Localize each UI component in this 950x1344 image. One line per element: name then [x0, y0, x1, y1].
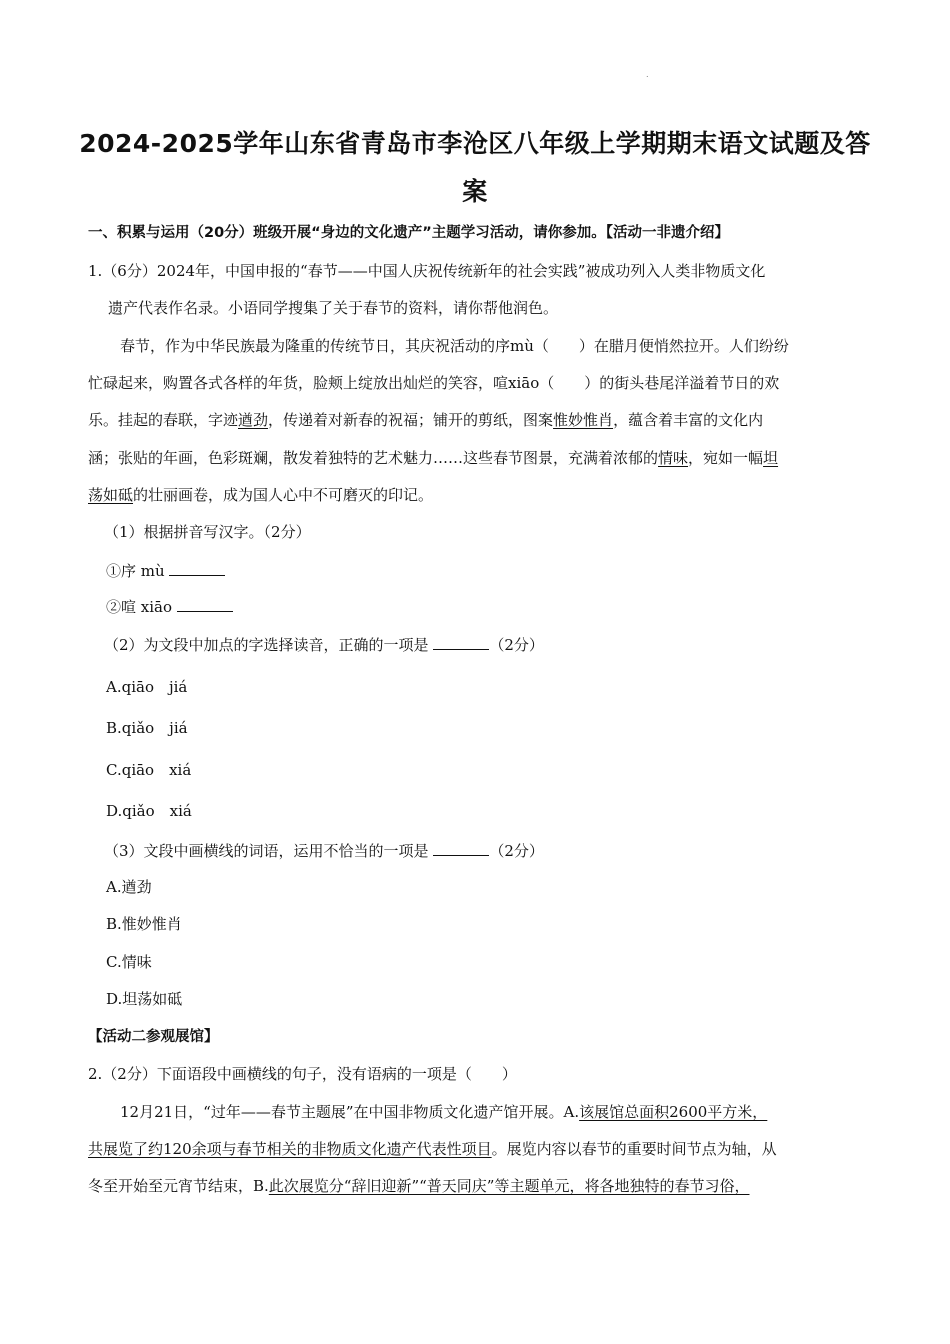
q2-stem: 2.（2分）下面语段中画横线的句子，没有语病的一项是（ ） — [88, 1065, 517, 1083]
underlined-word: 情味 — [658, 449, 689, 467]
answer-blank[interactable] — [177, 597, 233, 612]
q1-sub2-option-b: B.qiǎo jiá — [106, 719, 188, 737]
answer-blank[interactable] — [433, 635, 489, 650]
q1-sub3-option-a: A.遒劲 — [106, 878, 152, 896]
section1-heading: 一、积累与运用（20分）班级开展“身边的文化遗产”主题学习活动，请你参加。【活动一非遗介绍】 — [88, 225, 729, 241]
q1-sub1-item-1 — [106, 560, 886, 582]
underlined-word: 荡如砥 — [88, 486, 134, 504]
q1-sub2-option-a: A.qiāo jiá — [106, 678, 188, 696]
label-score: （2分） — [489, 636, 544, 654]
text-run: 的壮丽画卷，成为国人心中不可磨灭的印记。 — [133, 486, 434, 504]
text-run: 12月21日，“过年——春节主题展”在中国非物质文化遗产馆开展。A. — [120, 1103, 580, 1121]
item-text: ①序 mù — [106, 562, 165, 580]
underlined-word: 坦 — [763, 449, 779, 467]
underlined-sentence: 共展览了约120余项与春节相关的非物质文化遗产代表性项目 — [88, 1140, 492, 1158]
q1-sub2-option-c: C.qiāo xiá — [106, 761, 192, 779]
q1-sub1-item-2 — [106, 596, 886, 618]
q1-sub3-label — [104, 840, 884, 862]
q1-sub2-label — [104, 634, 884, 656]
underlined-word: 惟妙惟肖 — [553, 411, 614, 429]
q1-stem: 1.（6分）2024年，中国申报的“春节——中国人庆祝传统新年的社会实践”被成功列入人类非物质文化 — [88, 262, 766, 280]
text-run: 乐。挂起的春联，字迹 — [88, 411, 239, 429]
text-run: ，宛如一幅 — [688, 449, 764, 467]
text-run: ，蕴含着丰富的文化内 — [613, 411, 764, 429]
label-text: （2）为文段中加点的字选择读音，正确的一项是 — [104, 636, 429, 654]
text-run: 涵；张贴的年画，色彩斑斓，散发着独特的艺术魅力……这些春节图景，充满着浓郁的 — [88, 449, 659, 467]
underlined-sentence: 此次展览分“辞旧迎新”“普天同庆”等主题单元，将各地独特的春节习俗， — [268, 1177, 750, 1195]
underlined-word: 遒劲 — [238, 411, 269, 429]
answer-blank[interactable] — [169, 561, 225, 576]
q1-paragraph-line-5 — [88, 484, 868, 506]
q1-paragraph-line-1: 春节，作为中华民族最为隆重的传统节日，其庆祝活动的序mù（ ）在腊月便悄然拉开。人们纷纷 — [120, 337, 789, 355]
q2-paragraph-line-3 — [88, 1175, 868, 1197]
item-text: ②喧 xiāo — [106, 598, 172, 616]
q1-sub3-option-c: C.情味 — [106, 953, 152, 971]
answer-blank[interactable] — [433, 841, 489, 856]
q1-sub1-label: （1）根据拼音写汉字。（2分） — [104, 523, 311, 541]
label-score: （2分） — [489, 842, 544, 860]
q1-sub2-option-d: D.qiǎo xiá — [106, 802, 192, 820]
q1-paragraph-line-3 — [88, 409, 868, 431]
underlined-sentence: 该展馆总面积2600平方米， — [579, 1103, 768, 1121]
q2-paragraph-line-2 — [88, 1138, 868, 1160]
q1-sub3-option-d: D.坦荡如砥 — [106, 990, 183, 1008]
text-run: ，传递着对新春的祝福；铺开的剪纸，图案 — [268, 411, 554, 429]
q1-paragraph-line-4 — [88, 447, 868, 469]
label-text: （3）文段中画横线的词语，运用不恰当的一项是 — [104, 842, 429, 860]
q1-stem-continued: 遗产代表作名录。小语同学搜集了关于春节的资料，请你帮他润色。 — [108, 299, 559, 317]
section2-heading: 【活动二参观展馆】 — [88, 1029, 219, 1045]
text-run: 。展览内容以春节的重要时间节点为轴，从 — [491, 1140, 777, 1158]
q2-paragraph-line-1 — [120, 1101, 900, 1123]
q1-paragraph-line-2: 忙碌起来，购置各式各样的年货，脸颊上绽放出灿烂的笑容，喧xiāo（ ）的街头巷尾洋溢着节日的欢 — [88, 374, 780, 392]
page-title: 2024-2025学年山东省青岛市李沧区八年级上学期期末语文试题及答 — [79, 129, 871, 158]
page-dot: . — [646, 70, 649, 79]
q1-sub3-option-b: B.惟妙惟肖 — [106, 915, 182, 933]
text-run: 冬至开始至元宵节结束，B. — [88, 1177, 269, 1195]
page-title-continued: 案 — [462, 177, 488, 206]
